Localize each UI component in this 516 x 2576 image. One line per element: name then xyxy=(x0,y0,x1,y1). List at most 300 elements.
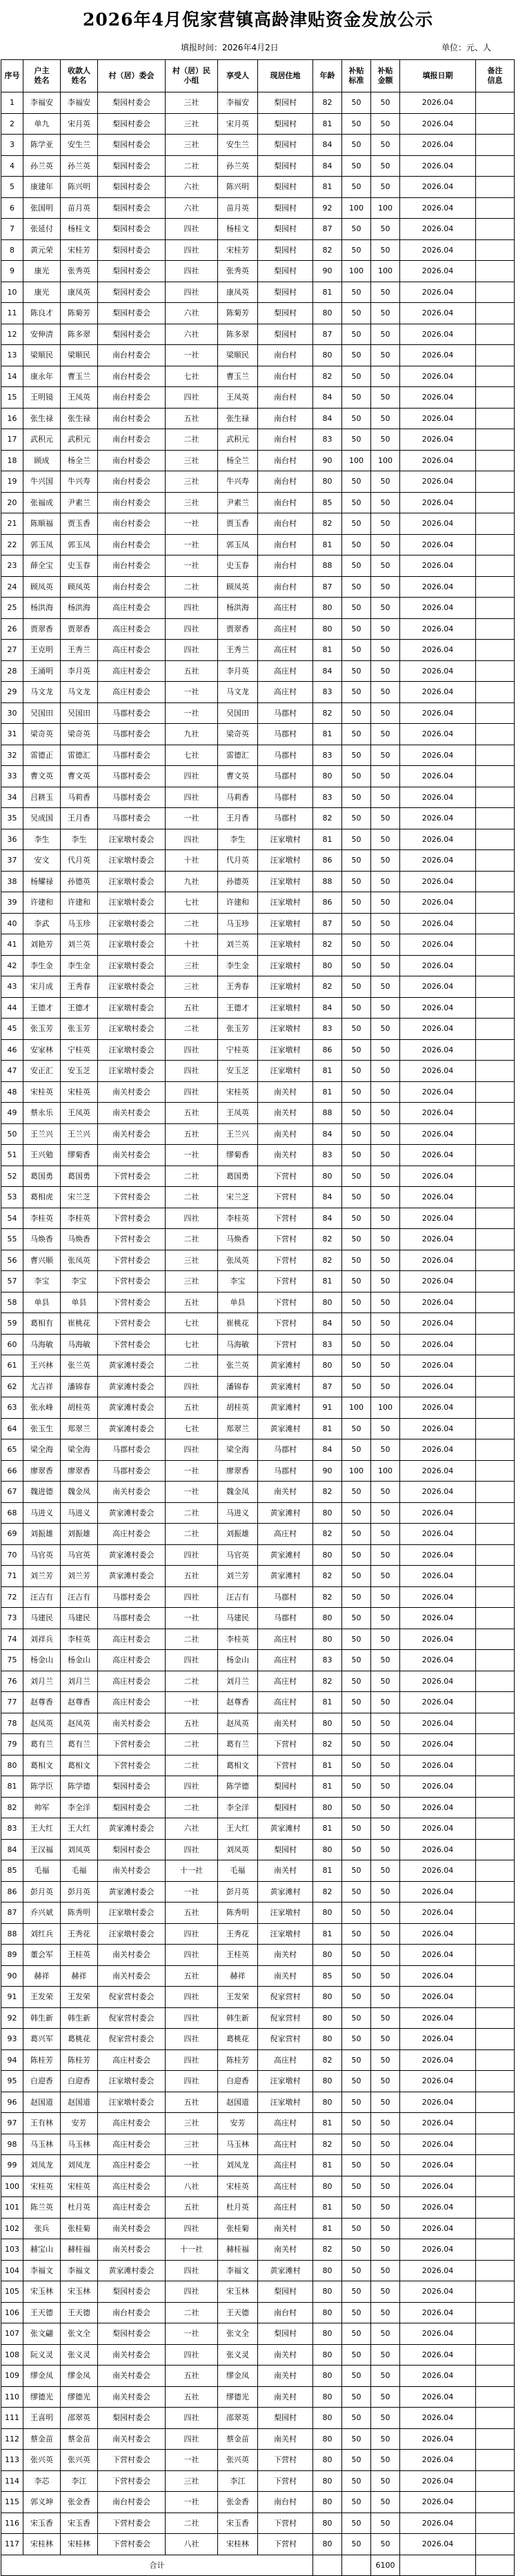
cell-residence: 南台村 xyxy=(258,471,313,493)
cell-seq: 58 xyxy=(1,1292,23,1313)
cell-payee: 宋桂林 xyxy=(61,2534,98,2555)
cell-age: 82 xyxy=(313,976,342,998)
cell-village-committee: 马郡村委会 xyxy=(98,1586,166,1608)
cell-age: 80 xyxy=(313,2007,342,2029)
cell-payee: 刘兰芳 xyxy=(61,1566,98,1587)
cell-seq: 5 xyxy=(1,177,23,198)
cell-amount: 50 xyxy=(371,1987,400,2008)
cell-age: 82 xyxy=(313,1250,342,1271)
cell-remark xyxy=(476,282,515,303)
cell-residence: 梨园村 xyxy=(258,1839,313,1860)
cell-date: 2026.04 xyxy=(400,239,476,261)
cell-residence: 下营村 xyxy=(258,1755,313,1776)
cell-beneficiary: 李生 xyxy=(218,829,258,850)
cell-remark xyxy=(476,1797,515,1818)
cell-amount: 50 xyxy=(371,766,400,787)
cell-amount: 50 xyxy=(371,1902,400,1924)
cell-seq: 49 xyxy=(1,1103,23,1124)
cell-date: 2026.04 xyxy=(400,2534,476,2555)
cell-remark xyxy=(476,997,515,1019)
cell-payee: 安芳 xyxy=(61,2113,98,2134)
table-row xyxy=(1,2450,515,2471)
cell-amount: 50 xyxy=(371,2302,400,2323)
cell-household-head: 梁奇英 xyxy=(23,724,61,745)
cell-amount: 50 xyxy=(371,2239,400,2261)
cell-payee: 马进义 xyxy=(61,1502,98,1524)
cell-residence: 南台村 xyxy=(258,513,313,535)
cell-amount: 50 xyxy=(371,913,400,934)
cell-remark xyxy=(476,702,515,724)
cell-seq: 19 xyxy=(1,471,23,493)
cell-payee: 赵尊香 xyxy=(61,1692,98,1713)
cell-group: 一社 xyxy=(166,1881,218,1902)
table-row xyxy=(1,408,515,429)
cell-beneficiary: 安生兰 xyxy=(218,135,258,156)
cell-date: 2026.04 xyxy=(400,2007,476,2029)
cell-residence: 汪家墩村 xyxy=(258,892,313,914)
table-row xyxy=(1,450,515,471)
cell-seq: 34 xyxy=(1,787,23,808)
cell-residence: 高庄村 xyxy=(258,598,313,619)
cell-age: 80 xyxy=(313,303,342,324)
cell-amount: 50 xyxy=(371,976,400,998)
cell-beneficiary: 曹玉兰 xyxy=(218,366,258,387)
table-row xyxy=(1,976,515,998)
cell-beneficiary: 王秀春 xyxy=(218,976,258,998)
cell-beneficiary: 马官英 xyxy=(218,1544,258,1566)
cell-amount: 50 xyxy=(371,2113,400,2134)
cell-village-committee: 梨园村委会 xyxy=(98,92,166,114)
cell-age: 80 xyxy=(313,1945,342,1966)
cell-group: 三社 xyxy=(166,2134,218,2155)
cell-amount: 50 xyxy=(371,1692,400,1713)
cell-household-head: 马海敏 xyxy=(23,1334,61,1355)
cell-residence: 高庄村 xyxy=(258,2113,313,2134)
cell-amount: 50 xyxy=(371,997,400,1019)
cell-household-head: 马焕香 xyxy=(23,1229,61,1250)
cell-group: 四社 xyxy=(166,1987,218,2008)
cell-village-committee: 倪家营村委会 xyxy=(98,1987,166,2008)
cell-household-head: 廖翠香 xyxy=(23,1460,61,1482)
cell-amount: 50 xyxy=(371,324,400,345)
cell-beneficiary: 吴国田 xyxy=(218,702,258,724)
cell-seq: 88 xyxy=(1,1923,23,1945)
cell-group: 五社 xyxy=(166,1965,218,1987)
cell-amount: 50 xyxy=(371,1524,400,1545)
cell-age: 83 xyxy=(313,787,342,808)
cell-age: 87 xyxy=(313,324,342,345)
cell-residence: 马郡村 xyxy=(258,745,313,766)
cell-group: 二社 xyxy=(166,429,218,451)
cell-date: 2026.04 xyxy=(400,1544,476,1566)
cell-remark xyxy=(476,177,515,198)
cell-beneficiary: 杨桂文 xyxy=(218,219,258,240)
cell-age: 81 xyxy=(313,1860,342,1882)
cell-household-head: 马文龙 xyxy=(23,682,61,703)
cell-household-head: 彭月英 xyxy=(23,1881,61,1902)
cell-seq: 60 xyxy=(1,1334,23,1355)
cell-residence: 梨园村 xyxy=(258,92,313,114)
cell-village-committee: 南台村委会 xyxy=(98,450,166,471)
cell-seq: 106 xyxy=(1,2302,23,2323)
cell-standard: 50 xyxy=(342,2470,371,2492)
cell-amount: 50 xyxy=(371,808,400,829)
cell-beneficiary: 张生禄 xyxy=(218,408,258,429)
cell-standard: 50 xyxy=(342,2113,371,2134)
cell-standard: 50 xyxy=(342,2176,371,2197)
cell-beneficiary: 李江 xyxy=(218,2470,258,2492)
cell-payee: 代月英 xyxy=(61,850,98,872)
cell-group: 四社 xyxy=(166,2071,218,2092)
cell-group: 七社 xyxy=(166,745,218,766)
cell-beneficiary: 毛福 xyxy=(218,1860,258,1882)
cell-remark xyxy=(476,1061,515,1082)
cell-amount: 100 xyxy=(371,1397,400,1419)
cell-payee: 张兴英 xyxy=(61,2450,98,2471)
cell-village-committee: 高庄村委会 xyxy=(98,2113,166,2134)
cell-village-committee: 南台村委会 xyxy=(98,534,166,555)
table-row xyxy=(1,1460,515,1482)
table-row xyxy=(1,660,515,682)
cell-payee: 葛有兰 xyxy=(61,1734,98,1756)
cell-remark xyxy=(476,1271,515,1292)
cell-remark xyxy=(476,1692,515,1713)
table-row xyxy=(1,1187,515,1208)
cell-date: 2026.04 xyxy=(400,934,476,956)
subsidy-table xyxy=(1,59,515,2576)
cell-standard: 50 xyxy=(342,1945,371,1966)
table-row xyxy=(1,787,515,808)
header-household-head: 户主姓名 xyxy=(23,60,61,92)
total-date-cell xyxy=(400,2555,476,2576)
cell-household-head: 王德才 xyxy=(23,997,61,1019)
cell-household-head: 马建民 xyxy=(23,1608,61,1629)
cell-beneficiary: 梁奇英 xyxy=(218,724,258,745)
cell-seq: 31 xyxy=(1,724,23,745)
cell-age: 80 xyxy=(313,955,342,976)
cell-beneficiary: 胡桂英 xyxy=(218,1397,258,1419)
cell-beneficiary: 赵凤英 xyxy=(218,1713,258,1734)
cell-seq: 74 xyxy=(1,1629,23,1650)
table-row xyxy=(1,492,515,513)
cell-remark xyxy=(476,197,515,219)
cell-payee: 李全洋 xyxy=(61,1797,98,1818)
cell-beneficiary: 赫祥 xyxy=(218,1965,258,1987)
cell-amount: 50 xyxy=(371,513,400,535)
cell-amount: 50 xyxy=(371,2450,400,2471)
cell-village-committee: 汪家墩村委会 xyxy=(98,1019,166,1040)
cell-amount: 50 xyxy=(371,1271,400,1292)
cell-remark xyxy=(476,1502,515,1524)
cell-age: 81 xyxy=(313,1418,342,1439)
cell-group: 六社 xyxy=(166,197,218,219)
header-beneficiary: 享受人 xyxy=(218,60,258,92)
cell-date: 2026.04 xyxy=(400,787,476,808)
cell-beneficiary: 廖翠香 xyxy=(218,1460,258,1482)
cell-age: 83 xyxy=(313,1650,342,1671)
cell-household-head: 董会军 xyxy=(23,1945,61,1966)
cell-residence: 下营村 xyxy=(258,2534,313,2555)
cell-standard: 50 xyxy=(342,2049,371,2071)
cell-standard: 50 xyxy=(342,366,371,387)
cell-residence: 高庄村 xyxy=(258,2134,313,2155)
cell-age: 82 xyxy=(313,808,342,829)
table-row xyxy=(1,429,515,451)
cell-remark xyxy=(476,1776,515,1798)
cell-seq: 61 xyxy=(1,1355,23,1377)
table-row xyxy=(1,534,515,555)
cell-group: 四社 xyxy=(166,640,218,661)
cell-household-head: 王发荣 xyxy=(23,1987,61,2008)
cell-residence: 高庄村 xyxy=(258,2197,313,2219)
cell-residence: 倪家营村 xyxy=(258,2007,313,2029)
cell-date: 2026.04 xyxy=(400,2492,476,2513)
cell-seq: 25 xyxy=(1,598,23,619)
cell-village-committee: 高庄村委会 xyxy=(98,1524,166,1545)
cell-date: 2026.04 xyxy=(400,2323,476,2345)
cell-remark xyxy=(476,135,515,156)
cell-payee: 宋玉香 xyxy=(61,2513,98,2534)
cell-group: 二社 xyxy=(166,576,218,598)
cell-household-head: 李芯 xyxy=(23,2470,61,2492)
cell-standard: 50 xyxy=(342,1776,371,1798)
cell-date: 2026.04 xyxy=(400,2470,476,2492)
cell-age: 80 xyxy=(313,1987,342,2008)
cell-residence: 梨园村 xyxy=(258,282,313,303)
cell-payee: 宋桂芳 xyxy=(61,239,98,261)
cell-village-committee: 黄家滩村委会 xyxy=(98,1355,166,1377)
cell-age: 83 xyxy=(313,1145,342,1166)
cell-date: 2026.04 xyxy=(400,808,476,829)
cell-seq: 16 xyxy=(1,408,23,429)
cell-seq: 33 xyxy=(1,766,23,787)
cell-date: 2026.04 xyxy=(400,513,476,535)
cell-remark xyxy=(476,1187,515,1208)
cell-date: 2026.04 xyxy=(400,1229,476,1250)
cell-date: 2026.04 xyxy=(400,2071,476,2092)
cell-seq: 93 xyxy=(1,2029,23,2050)
cell-date: 2026.04 xyxy=(400,135,476,156)
table-row xyxy=(1,239,515,261)
cell-remark xyxy=(476,471,515,493)
cell-amount: 50 xyxy=(371,702,400,724)
cell-residence: 黄家滩村 xyxy=(258,1566,313,1587)
cell-seq: 107 xyxy=(1,2323,23,2345)
cell-amount: 50 xyxy=(371,660,400,682)
cell-beneficiary: 杨洪海 xyxy=(218,598,258,619)
cell-age: 81 xyxy=(313,724,342,745)
cell-household-head: 许建和 xyxy=(23,892,61,914)
table-row xyxy=(1,1945,515,1966)
cell-household-head: 安文 xyxy=(23,850,61,872)
cell-group: 四社 xyxy=(166,1544,218,1566)
cell-group: 二社 xyxy=(166,1502,218,1524)
cell-standard: 50 xyxy=(342,2534,371,2555)
cell-household-head: 郭玉凤 xyxy=(23,534,61,555)
cell-date: 2026.04 xyxy=(400,1755,476,1776)
cell-age: 90 xyxy=(313,1460,342,1482)
cell-village-committee: 梨园村委会 xyxy=(98,2408,166,2429)
table-row xyxy=(1,1103,515,1124)
cell-household-head: 宋桂英 xyxy=(23,1081,61,1103)
cell-date: 2026.04 xyxy=(400,1629,476,1650)
cell-beneficiary: 宋玉香 xyxy=(218,2513,258,2534)
cell-standard: 50 xyxy=(342,1271,371,1292)
table-row xyxy=(1,1292,515,1313)
cell-village-committee: 南关村委会 xyxy=(98,2386,166,2408)
cell-remark xyxy=(476,324,515,345)
cell-date: 2026.04 xyxy=(400,1524,476,1545)
cell-village-committee: 高庄村委会 xyxy=(98,1671,166,1692)
cell-residence: 南台村 xyxy=(258,387,313,409)
cell-seq: 76 xyxy=(1,1671,23,1692)
cell-residence: 高庄村 xyxy=(258,640,313,661)
total-row xyxy=(1,2555,515,2576)
cell-household-head: 顾成 xyxy=(23,450,61,471)
cell-age: 82 xyxy=(313,1734,342,1756)
cell-remark xyxy=(476,2049,515,2071)
cell-seq: 20 xyxy=(1,492,23,513)
table-row xyxy=(1,1776,515,1798)
cell-village-committee: 南台村委会 xyxy=(98,492,166,513)
cell-date: 2026.04 xyxy=(400,2176,476,2197)
cell-residence: 高庄村 xyxy=(258,618,313,640)
cell-group: 七社 xyxy=(166,1418,218,1439)
table-row xyxy=(1,2155,515,2176)
cell-group: 十社 xyxy=(166,934,218,956)
table-row xyxy=(1,1965,515,1987)
cell-household-head: 白迎香 xyxy=(23,2071,61,2092)
table-row xyxy=(1,113,515,135)
cell-remark xyxy=(476,913,515,934)
cell-standard: 50 xyxy=(342,2218,371,2239)
cell-age: 80 xyxy=(313,2302,342,2323)
cell-seq: 50 xyxy=(1,1123,23,1145)
cell-seq: 15 xyxy=(1,387,23,409)
cell-beneficiary: 马文龙 xyxy=(218,682,258,703)
cell-age: 81 xyxy=(313,1776,342,1798)
cell-standard: 50 xyxy=(342,2071,371,2092)
cell-residence: 下营村 xyxy=(258,1292,313,1313)
cell-amount: 50 xyxy=(371,1482,400,1503)
cell-amount: 50 xyxy=(371,429,400,451)
cell-beneficiary: 李生金 xyxy=(218,955,258,976)
cell-payee: 牛兴寿 xyxy=(61,471,98,493)
cell-date: 2026.04 xyxy=(400,303,476,324)
cell-group: 三社 xyxy=(166,450,218,471)
cell-amount: 50 xyxy=(371,1039,400,1061)
cell-village-committee: 梨园村委会 xyxy=(98,324,166,345)
cell-seq: 101 xyxy=(1,2197,23,2219)
cell-beneficiary: 郭玉凤 xyxy=(218,534,258,555)
cell-date: 2026.04 xyxy=(400,1734,476,1756)
cell-amount: 50 xyxy=(371,1965,400,1987)
cell-seq: 7 xyxy=(1,219,23,240)
cell-remark xyxy=(476,1482,515,1503)
cell-standard: 50 xyxy=(342,2366,371,2387)
cell-beneficiary: 顾凤英 xyxy=(218,576,258,598)
cell-payee: 刘月兰 xyxy=(61,1671,98,1692)
cell-remark xyxy=(476,2197,515,2219)
cell-age: 82 xyxy=(313,934,342,956)
cell-amount: 50 xyxy=(371,239,400,261)
cell-age: 83 xyxy=(313,745,342,766)
cell-household-head: 韩生新 xyxy=(23,2007,61,2029)
cell-village-committee: 南关村委会 xyxy=(98,1123,166,1145)
table-row xyxy=(1,1923,515,1945)
cell-seq: 48 xyxy=(1,1081,23,1103)
cell-group: 四社 xyxy=(166,1039,218,1061)
cell-standard: 50 xyxy=(342,1482,371,1503)
cell-residence: 梨园村 xyxy=(258,135,313,156)
cell-seq: 97 xyxy=(1,2113,23,2134)
cell-amount: 50 xyxy=(371,2197,400,2219)
cell-seq: 69 xyxy=(1,1524,23,1545)
cell-village-committee: 马郡村委会 xyxy=(98,724,166,745)
cell-amount: 50 xyxy=(371,1376,400,1397)
cell-standard: 50 xyxy=(342,1334,371,1355)
cell-age: 80 xyxy=(313,2408,342,2429)
cell-standard: 50 xyxy=(342,682,371,703)
cell-beneficiary: 葛有兰 xyxy=(218,1734,258,1756)
cell-residence: 汪家墩村 xyxy=(258,871,313,892)
cell-date: 2026.04 xyxy=(400,766,476,787)
cell-payee: 许建和 xyxy=(61,892,98,914)
cell-household-head: 葛有兰 xyxy=(23,1734,61,1756)
cell-age: 83 xyxy=(313,429,342,451)
cell-remark xyxy=(476,1292,515,1313)
cell-amount: 50 xyxy=(371,598,400,619)
cell-remark xyxy=(476,2281,515,2303)
cell-standard: 50 xyxy=(342,1208,371,1229)
cell-remark xyxy=(476,2134,515,2155)
cell-beneficiary: 李福安 xyxy=(218,92,258,114)
table-row xyxy=(1,197,515,219)
table-row xyxy=(1,1797,515,1818)
cell-village-committee: 南台村委会 xyxy=(98,429,166,451)
cell-residence: 梨园村 xyxy=(258,261,313,282)
cell-residence: 南关村 xyxy=(258,1965,313,1987)
cell-payee: 曹文英 xyxy=(61,766,98,787)
cell-residence: 下营村 xyxy=(258,1187,313,1208)
cell-remark xyxy=(476,1524,515,1545)
cell-beneficiary: 梁全海 xyxy=(218,1439,258,1461)
cell-date: 2026.04 xyxy=(400,492,476,513)
cell-household-head: 刘艳芳 xyxy=(23,934,61,956)
cell-residence: 南关村 xyxy=(258,2344,313,2366)
cell-standard: 50 xyxy=(342,2513,371,2534)
cell-payee: 邵翠英 xyxy=(61,2408,98,2429)
table-row xyxy=(1,513,515,535)
cell-residence: 汪家墩村 xyxy=(258,955,313,976)
cell-group: 二社 xyxy=(166,1019,218,1040)
cell-amount: 50 xyxy=(371,1313,400,1335)
cell-household-head: 宋桂英 xyxy=(23,2176,61,2197)
cell-beneficiary: 宋月英 xyxy=(218,113,258,135)
cell-remark xyxy=(476,829,515,850)
cell-residence: 梨园村 xyxy=(258,2408,313,2429)
table-row xyxy=(1,2366,515,2387)
cell-date: 2026.04 xyxy=(400,2197,476,2219)
cell-village-committee: 汪家墩村委会 xyxy=(98,997,166,1019)
cell-group: 五社 xyxy=(166,997,218,1019)
table-row xyxy=(1,640,515,661)
cell-amount: 50 xyxy=(371,1629,400,1650)
cell-amount: 50 xyxy=(371,2408,400,2429)
cell-residence: 南关村 xyxy=(258,2428,313,2450)
cell-standard: 50 xyxy=(342,1187,371,1208)
cell-beneficiary: 郑翠兰 xyxy=(218,1418,258,1439)
